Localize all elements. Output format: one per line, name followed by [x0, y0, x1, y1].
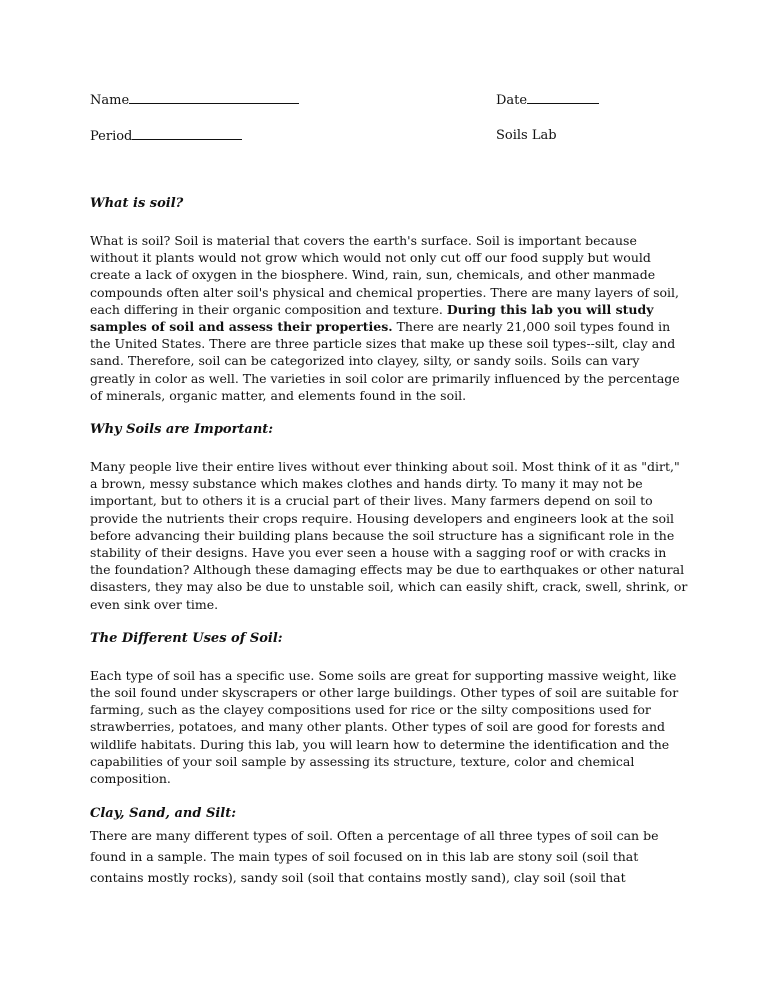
date-label: Date: [496, 93, 528, 108]
period-field[interactable]: [90, 128, 242, 145]
section-heading-uses-of-soil: The Different Uses of Soil:: [90, 630, 283, 646]
body-bold-text: During this lab you will study samples of soil and assess their properties.: [90, 301, 654, 335]
section-heading-why-soils-important: Why Soils are Important:: [90, 422, 274, 438]
section-heading-what-is-soil: What is soil?: [90, 196, 184, 211]
name-field[interactable]: [90, 92, 299, 109]
period-label: Period: [90, 129, 133, 144]
body-text: What is soil? Soil is material that covers the earth's surface. Soil is important because without it plants would not grow which would not only cut off our food supply but would create a lack of oxygen in the biosphere. Wind, rain, sun, chemicals, and other manmade compounds often alter soil's physical and chemical properties. There are many layers of soil, each differing in their organic composition and texture.: [90, 233, 680, 317]
section-body-clay-sand-silt: There are many different types of soil. Often a percentage of all three types of soil can be found in a sample. The main types of soil focused on in this lab are stony soil (soil that contains mostly rocks), sandy soil (soil that contains mostly sand), clay soil (soil that: [90, 828, 659, 886]
date-field[interactable]: [496, 92, 599, 109]
date-blank[interactable]: [527, 92, 599, 104]
content: [90, 195, 688, 888]
section-heading-clay-sand-silt: Clay, Sand, and Silt:: [90, 806, 237, 822]
body-text: There are nearly 21,000 soil types found in the United States. There are three particle sizes that make up these soil types--silt, clay and sand. Therefore, soil can be categorized into clayey, silty, or sandy soils. Soils can vary greatly in color as well. The varieties in soil color are primarily influenced by the percentage of minerals, organic matter, and elements found in the soil.: [90, 319, 680, 403]
section-body-why-soils-important: Many people live their entire lives without ever thinking about soil. Most think of it as "dirt," a brown, messy substance which makes clothes and hands dirty. To many it may not be important, but to others it is a crucial part of their lives. Many farmers depend on soil to provide the nutrients their crops require. Housing developers and engineers look at the soil before advancing their building plans because the soil structure has a significant role in the stability of their designs. Have you ever seen a house with a sagging roof or with cracks in the foundation? Although these damaging effects may be due to earthquakes or other natural disasters, they may also be due to unstable soil, which can easily shift, crack, swell, shrink, or even sink over time.: [90, 459, 688, 612]
section-body-uses-of-soil: Each type of soil has a specific use. Some soils are great for supporting massive weight, like the soil found under skyscrapers or other large buildings. Other types of soil are suitable for farming, such as the clayey compositions used for rice or the silty compositions used for strawberries, potatoes, and many other plants. Other types of soil are good for forests and wildlife habitats. During this lab, you will learn how to determine the identification and the capabilities of your soil sample by assessing its structure, texture, color and chemical composition.: [90, 667, 679, 787]
name-blank[interactable]: [129, 92, 299, 104]
lab-title-text: Soils Lab: [496, 128, 557, 143]
lab-title: [496, 128, 557, 144]
section-body-what-is-soil: [90, 232, 688, 404]
period-blank[interactable]: [132, 128, 242, 140]
name-label: Name: [90, 93, 130, 108]
